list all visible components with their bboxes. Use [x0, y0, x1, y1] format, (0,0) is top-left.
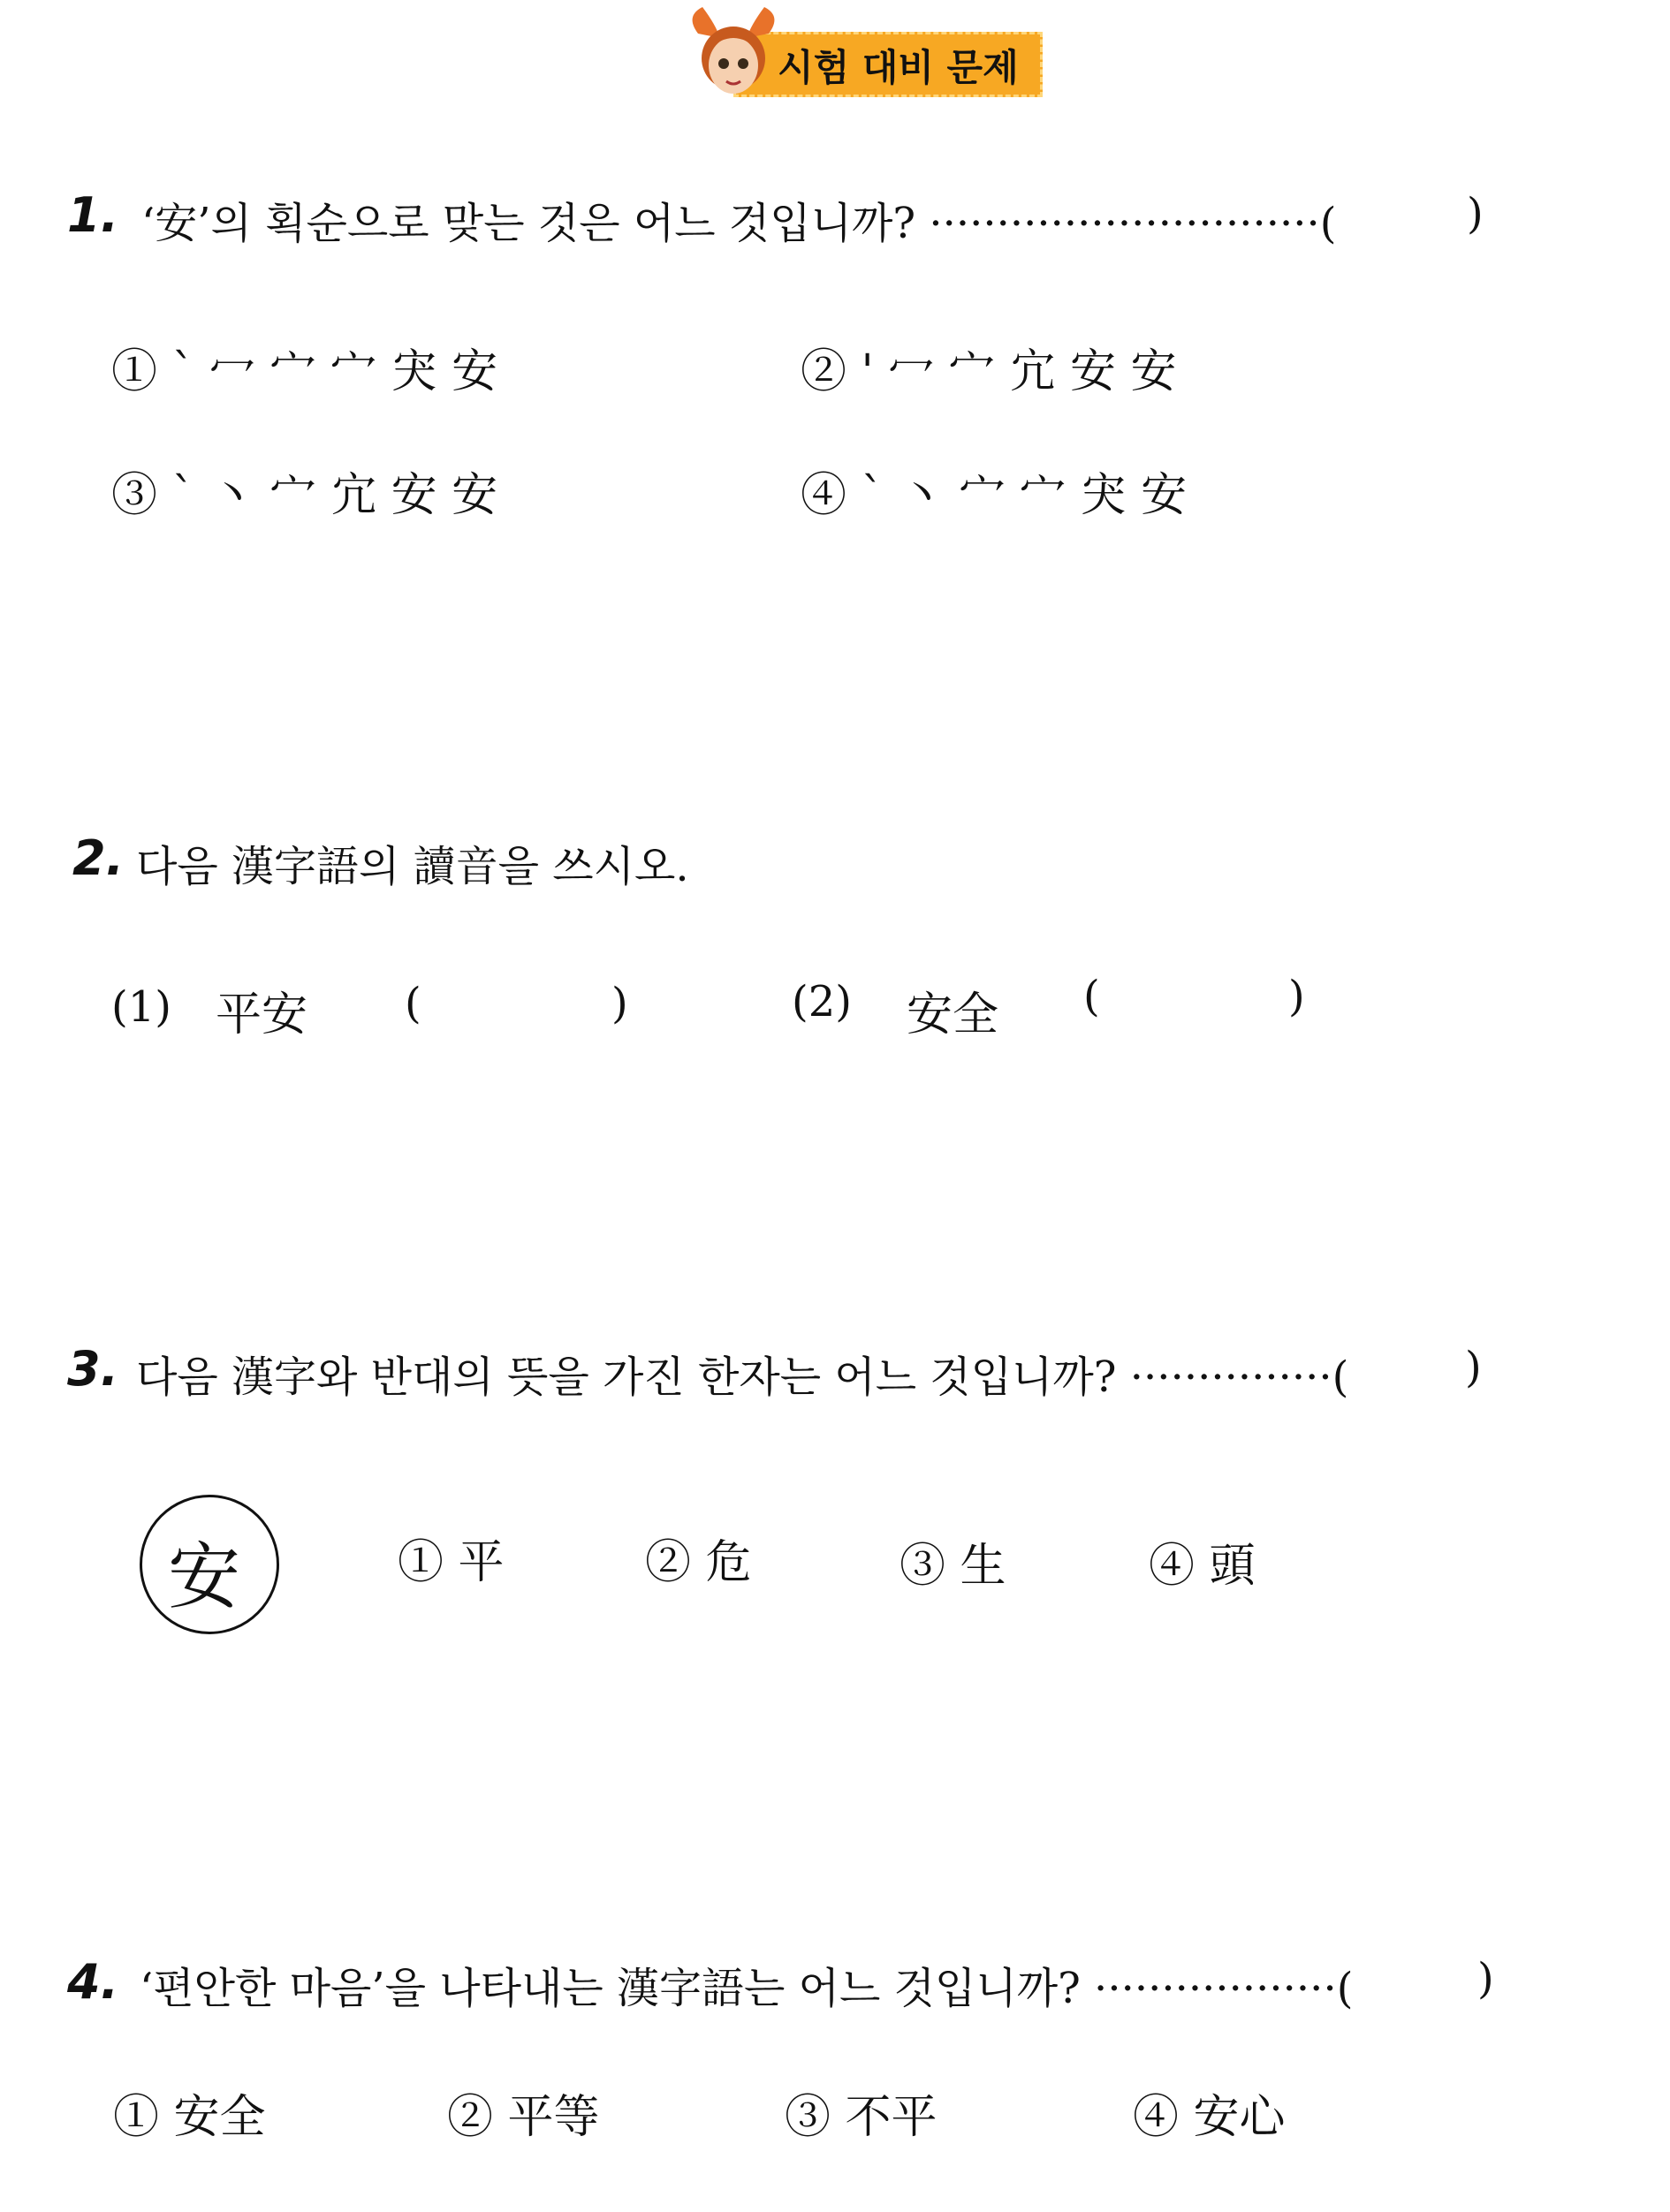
q1-text: ‘安’의 획순으로 맞는 것은 어느 것입니까? ·····························( [141, 199, 1337, 248]
q2-item-2-open: ( [1083, 972, 1100, 1021]
q4-text: ‘편안한 마음’을 나타내는 漢字語는 어느 것입니까? ··················( [140, 1964, 1354, 2013]
q3-option-4[interactable]: ④ 頭 [1149, 1540, 1256, 1593]
q3-option-1[interactable]: ① 平 [398, 1536, 505, 1589]
q3-answer-close: ) [1465, 1343, 1482, 1392]
q4-option-1[interactable]: ① 安全 [113, 2091, 266, 2144]
q4-option-4[interactable]: ④ 安心 [1133, 2091, 1286, 2144]
q2-item-1-word: 平安 [216, 989, 308, 1042]
q3-number: 3. [67, 1341, 119, 1397]
q2-item-1-close: ) [611, 979, 628, 1028]
q4-answer-close: ) [1477, 1954, 1494, 2004]
q2-item-2-close: ) [1288, 972, 1305, 1021]
q4-option-2[interactable]: ② 平等 [447, 2091, 600, 2144]
q1-number: 1. [67, 187, 119, 243]
q1-option-1[interactable]: ① ` 冖 宀 宀 宊 安 [111, 345, 498, 398]
q1-option-4[interactable]: ④ ` 丶 宀 宀 宊 安 [801, 469, 1188, 522]
q1-answer-close: ) [1467, 189, 1484, 239]
q3-text: 다음 漢字와 반대의 뜻을 가진 한자는 어느 것입니까? ···············( [136, 1352, 1349, 1402]
q1-option-3[interactable]: ③ ` 丶 宀 宂 安 安 [111, 469, 498, 522]
q1-option-2[interactable]: ② ' 冖 宀 宂 安 安 [801, 345, 1177, 398]
cartoon-girl-mascot-icon [680, 7, 786, 104]
q2-item-1-label: (1) [111, 982, 171, 1032]
q3-character: 安 [168, 1535, 241, 1619]
q3-option-2[interactable]: ② 危 [645, 1536, 752, 1589]
q2-item-2-word: 安全 [907, 989, 999, 1042]
header-title: 시험 대비 문제 [778, 46, 1019, 89]
q3-option-3[interactable]: ③ 生 [900, 1540, 1006, 1593]
q2-number: 2. [72, 830, 125, 886]
q2-text: 다음 漢字語의 讀音을 쓰시오. [136, 842, 689, 891]
q2-item-1-open: ( [405, 979, 421, 1028]
q4-number: 4. [67, 1954, 119, 2010]
q4-option-3[interactable]: ③ 不平 [785, 2091, 937, 2144]
q2-item-2-label: (2) [792, 977, 852, 1026]
